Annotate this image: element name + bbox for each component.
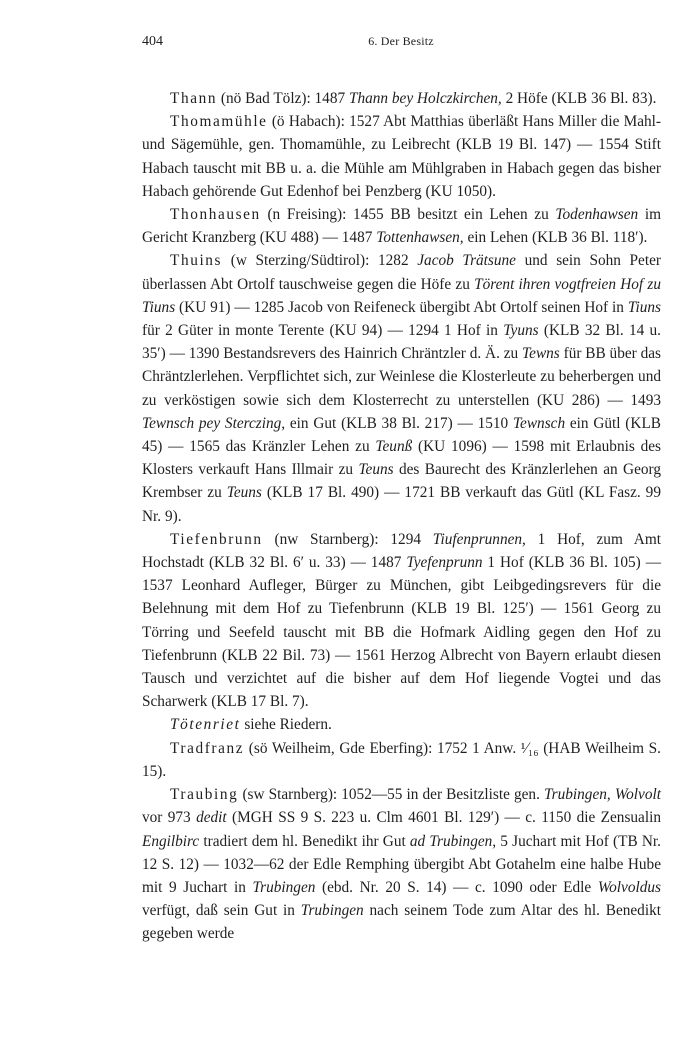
italic-run: Teunß: [375, 438, 413, 456]
italic-run: Tyefenprunn: [406, 554, 483, 572]
italic-run: Wolvoldus: [597, 878, 661, 896]
italic-run: ad Trubingen,: [409, 832, 497, 850]
italic-run: Tiuns: [627, 298, 661, 316]
text-run: ein Gütl (KLB 45) — 1565 das Kränzler Lehen zu: [142, 414, 662, 456]
entry-headword: Thann: [170, 90, 218, 107]
text-run: nach seinem Tode zum Altar des hl. Benedikt gegeben werde: [142, 902, 661, 943]
entry-headword: Thonhausen: [170, 206, 261, 224]
text-run: (KU 91) — 1285 Jacob von Reifeneck übergibt Abt Ortolf seinen Hof in: [175, 298, 628, 316]
text-run: (sö Weilheim, Gde Eberfing): 1752 1 Anw. ¹⁄₁₆ (HAB Weilheim S. 15).: [142, 739, 661, 780]
italic-run: Tewnsch: [512, 414, 566, 432]
italic-run: Todenhawsen: [555, 206, 639, 224]
italic-run: Tyuns: [503, 322, 539, 340]
entry-headword: Thuins: [170, 252, 223, 270]
entry-tradfranz: [142, 737, 661, 783]
text-run: ein Gut (KLB 38 Bl. 217) — 1510: [285, 414, 513, 432]
text-run: 1 Hof (KLB 36 Bl. 105) — 1537 Leonhard Aufleger, Bürger zu München, gibt Leibgedingsrevers für die Belehnung mit dem Hof zu Tiefenbrunn (KLB 19 Bl. 125′) — 1561 Georg zu Törring und Seefeld tauscht mit BB die Hofmark Aidling gegen den Hof zu Tiefenbrunn (KLB 22 Bil. 73) — 1561 Herzog Albrecht von Bayern erlaubt diesen Tausch und verzichtet auf die bisher auf dem Hof liegende Vogtei und das Scharwerk (KLB 17 Bl. 7).: [142, 554, 661, 711]
italic-run: Jacob Trätsune: [417, 252, 516, 270]
entry-thann: [142, 87, 661, 110]
italic-run: Trubingen: [300, 902, 364, 920]
italic-run: Törent ihren vogtfreien Hof zu Tiuns: [142, 275, 661, 316]
italic-run: Tottenhawsen,: [376, 229, 464, 247]
italic-run: Thann bey Holczkirchen,: [348, 90, 502, 107]
page-header: [142, 34, 660, 54]
italic-run: Trubingen, Wolvolt: [544, 786, 661, 804]
italic-run: Tewnsch pey Sterczing,: [142, 414, 286, 432]
entry-headword: Tradfranz: [170, 739, 245, 757]
text-run: des Baurecht des Kränzlerlehen an Georg Krembser zu: [142, 461, 661, 502]
running-head: 6. Der Besitz: [368, 34, 434, 48]
text-run: (sw Starnberg): 1052—55 in der Besitzliste gen.: [238, 786, 544, 804]
text-run: (ö Habach): 1527 Abt Matthias überläßt Hans Miller die Mahl- und Sägemühle, gen. Thomamühle, zu Leibrecht (KLB 19 Bl. 147) — 1554 Stift Habach tauscht mit BB u. a. die Mühle am Mühlgraben in Habach gegen das bisher Habach gehörende Gut Edenhof bei Penzberg (KU 1050).: [142, 113, 661, 200]
text-run: (KU 1096) — 1598 mit Erlaubnis des Klosters verkauft Hans Illmair zu: [142, 438, 661, 479]
text-run: 1 Hof, zum Amt Hochstadt (KLB 32 Bl. 6′ u. 33) — 1487: [142, 530, 662, 572]
page-body: [142, 87, 661, 946]
entry-headword: Thomamühle: [170, 113, 268, 131]
text-run: tradiert dem hl. Benedikt ihr Gut: [199, 832, 410, 850]
text-run: 5 Juchart mit Hof (TB Nr. 12 S. 12) — 1032—62 der Edle Remphing übergibt Abt Gotahelm eine halbe Hube mit 9 Juchart in: [142, 832, 662, 896]
text-run: für 2 Güter in monte Terente (KU 94) — 1294 1 Hof in: [142, 322, 504, 340]
entry-headword: Traubing: [170, 786, 239, 804]
text-run: (KLB 32 Bl. 14 u. 35′) — 1390 Bestandsrevers des Hainrich Chräntzler d. Ä. zu: [142, 322, 662, 363]
entry-thonhausen: [142, 203, 661, 249]
page-number: 404: [142, 34, 163, 49]
entry-thuins: [142, 249, 661, 527]
text-run: ein Lehen (KLB 36 Bl. 118′).: [463, 229, 648, 247]
italic-run: Teuns: [226, 484, 262, 502]
text-run: (nw Starnberg): 1294: [262, 530, 433, 548]
entry-thomamuehle: [142, 110, 661, 203]
text-run: (n Freising): 1455 BB besitzt ein Lehen zu: [260, 206, 556, 224]
text-run: und sein Sohn Peter überlassen Abt Ortolf tauschweise gegen die Höfe zu: [142, 252, 661, 293]
italic-run: Trubingen: [252, 878, 316, 896]
text-run: verfügt, daß sein Gut in: [142, 902, 301, 920]
entry-tiefenbrunn: [142, 528, 661, 714]
entry-headword: Tötenriet: [170, 716, 241, 734]
text-run: siehe Riedern.: [240, 716, 332, 734]
text-run: (nö Bad Tölz): 1487: [217, 90, 349, 107]
italic-run: Teuns: [358, 461, 394, 479]
text-run: vor 973: [142, 809, 197, 827]
text-run: (KLB 17 Bl. 490) — 1721 BB verkauft das Gütl (KL Fasz. 99 Nr. 9).: [142, 484, 661, 525]
italic-run: dedit: [196, 809, 227, 827]
entry-toetenriet: [142, 713, 661, 736]
text-run: (MGH SS 9 S. 223 u. Clm 4601 Bl. 129′) — c. 1150 die Zensualin: [226, 809, 661, 827]
entry-traubing: [142, 783, 661, 945]
text-run: (ebd. Nr. 20 S. 14) — c. 1090 oder Edle: [315, 878, 598, 896]
italic-run: Tiufenprunnen,: [432, 530, 526, 548]
text-run: 2 Höfe (KLB 36 Bl. 83).: [501, 90, 657, 107]
text-run: (w Sterzing/Südtirol): 1282: [222, 252, 418, 270]
entry-headword: Tiefenbrunn: [170, 530, 263, 548]
italic-run: Tewns: [522, 345, 560, 363]
text-run: für BB über das Chräntzlerlehen. Verpflichtet sich, zur Weinlese die Klosterleute zu beherbergen und zu verköstigen sowie sich dem Klosterrecht zu unterstellen (KU 286) — 1493: [142, 345, 661, 409]
text-run: im Gericht Kranzberg (KU 488) — 1487: [142, 206, 661, 247]
italic-run: Engilbirc: [142, 832, 200, 850]
